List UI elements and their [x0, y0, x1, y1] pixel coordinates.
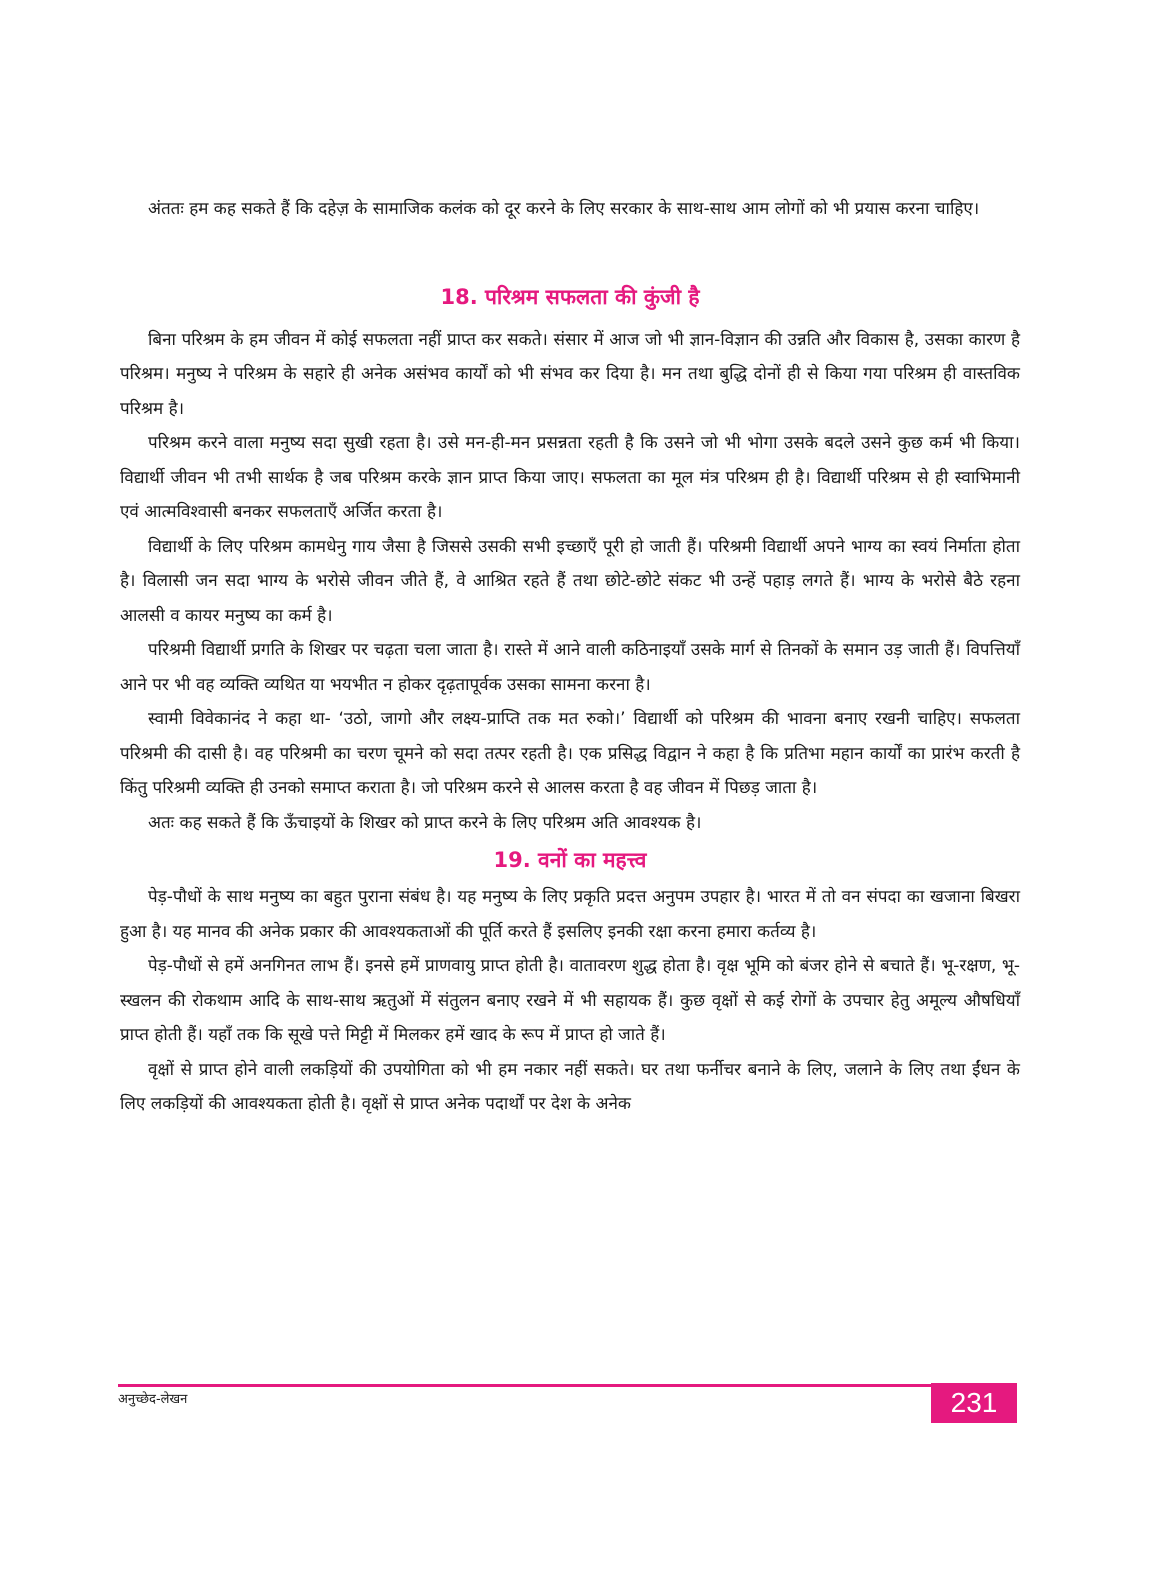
section-18-heading: 18. परिश्रम सफलता की कुंजी है [440, 284, 700, 309]
section-18-paragraph-4: परिश्रमी विद्यार्थी प्रगति के शिखर पर चढ़ता चला जाता है। रास्ते में आने वाली कठिनाइयाँ उसके मार्ग से तिनकों के समान उड़ जाती हैं। विपत्तियाँ आने पर भी वह व्यक्ति व्यथित या भयभीत न होकर दृढ़तापूर्वक उसका सामना करना है। [120, 640, 1020, 695]
footer-divider [118, 1384, 1017, 1387]
section-18-paragraph-5: स्वामी विवेकानंद ने कहा था- ‘उठो, जागो और लक्ष्य-प्राप्ति तक मत रुको।’ विद्यार्थी को परिश्रम की भावना बनाए रखनी चाहिए। सफलता परिश्रमी की दासी है। वह परिश्रमी का चरण चूमने को सदा तत्पर रहती है। एक प्रसिद्ध विद्वान ने कहा है कि प्रतिभा महान कार्यों का प्रारंभ करती है किंतु परिश्रमी व्यक्ति ही उनको समाप्त कराता है। जो परिश्रम करने से आलस करता है वह जीवन में पिछड़ जाता है। [120, 709, 1020, 798]
section-18-paragraph-2: परिश्रम करने वाला मनुष्य सदा सुखी रहता है। उसे मन-ही-मन प्रसन्नता रहती है कि उसने जो भी भोगा उसके बदले उसने कुछ कर्म भी किया। विद्यार्थी जीवन भी तभी सार्थक है जब परिश्रम करके ज्ञान प्राप्त किया जाए। सफलता का मूल मंत्र परिश्रम ही है। विद्यार्थी परिश्रम से ही स्वाभिमानी एवं आत्मविश्वासी बनकर सफलताएँ अर्जित करता है। [120, 433, 1020, 522]
intro-paragraph: अंततः हम कह सकते हैं कि दहेज़ के सामाजिक कलंक को दूर करने के लिए सरकार के साथ-साथ आम लोगों को भी प्रयास करना चाहिए। [148, 199, 980, 219]
footer-section-label: अनुच्छेद-लेखन [118, 1392, 188, 1407]
section-19-paragraph-1: पेड़-पौधों के साथ मनुष्य का बहुत पुराना संबंध है। यह मनुष्य के लिए प्रकृति प्रदत्त अनुपम उपहार है। भारत में तो वन संपदा का खजाना बिखरा हुआ है। यह मानव की अनेक प्रकार की आवश्यकताओं की पूर्ति करते हैं इसलिए इनकी रक्षा करना हमारा कर्तव्य है। [120, 887, 1020, 942]
section-18-paragraph-3: विद्यार्थी के लिए परिश्रम कामधेनु गाय जैसा है जिससे उसकी सभी इच्छाएँ पूरी हो जाती हैं। परिश्रमी विद्यार्थी अपने भाग्य का स्वयं निर्माता होता है। विलासी जन सदा भाग्य के भरोसे जीवन जीते हैं, वे आश्रित रहते हैं तथा छोटे-छोटे संकट भी उन्हें पहाड़ लगते हैं। भाग्य के भरोसे बैठे रहना आलसी व कायर मनुष्य का कर्म है। [120, 536, 1020, 626]
page-content [120, 192, 1020, 1122]
section-19-heading: 19. वनों का महत्त्व [493, 848, 647, 872]
section-18-paragraph-6: अतः कह सकते हैं कि ऊँचाइयों के शिखर को प्राप्त करने के लिए परिश्रम अति आवश्यक है। [148, 812, 702, 833]
section-18-paragraph-1: बिना परिश्रम के हम जीवन में कोई सफलता नहीं प्राप्त कर सकते। संसार में आज जो भी ज्ञान-विज्ञान की उन्नति और विकास है, उसका कारण है परिश्रम। मनुष्य ने परिश्रम के सहारे ही अनेक असंभव कार्यों को भी संभव कर दिया है। मन तथा बुद्धि दोनों ही से किया गया परिश्रम ही वास्तविक परिश्रम है। [120, 329, 1020, 419]
section-19-paragraph-2: पेड़-पौधों से हमें अनगिनत लाभ हैं। इनसे हमें प्राणवायु प्राप्त होती है। वातावरण शुद्ध होता है। वृक्ष भूमि को बंजर होने से बचाते हैं। भू-रक्षण, भू-स्खलन की रोकथाम आदि के साथ-साथ ऋतुओं में संतुलन बनाए रखने में भी सहायक हैं। कुछ वृक्षों से कई रोगों के उपचार हेतु अमूल्य औषधियाँ प्राप्त होती हैं। यहाँ तक कि सूखे पत्ते मिट्टी में मिलकर हमें खाद के रूप में प्राप्त हो जाते हैं। [120, 956, 1020, 1045]
section-19-paragraph-3: वृक्षों से प्राप्त होने वाली लकड़ियों की उपयोगिता को भी हम नकार नहीं सकते। घर तथा फर्नीचर बनाने के लिए, जलाने के लिए तथा ईंधन के लिए लकड़ियों की आवश्यकता होती है। वृक्षों से प्राप्त अनेक पदार्थों पर देश के अनेक [120, 1059, 1020, 1114]
page-number-badge: 231 [931, 1383, 1017, 1423]
